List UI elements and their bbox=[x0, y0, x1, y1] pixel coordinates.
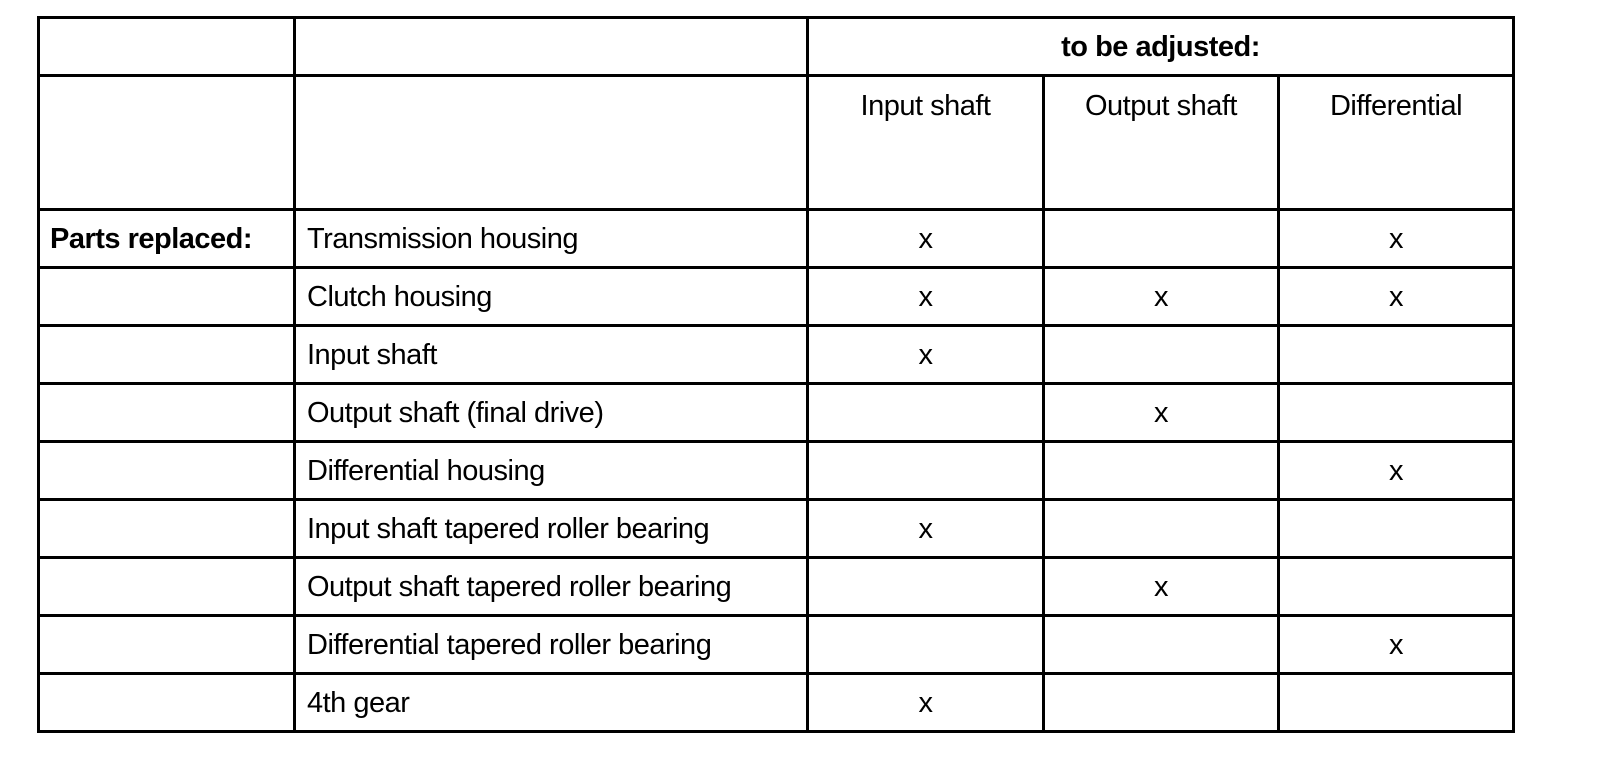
empty-label-cell bbox=[39, 268, 295, 326]
empty-corner-cell bbox=[39, 18, 295, 76]
mark-cell: x bbox=[808, 326, 1044, 384]
part-name: Differential housing bbox=[295, 442, 808, 500]
part-name: Differential tapered roller bearing bbox=[295, 616, 808, 674]
mark-cell: x bbox=[1279, 268, 1514, 326]
mark-cell: x bbox=[1044, 384, 1279, 442]
mark-cell bbox=[1279, 326, 1514, 384]
mark-cell: x bbox=[1279, 442, 1514, 500]
part-name: Clutch housing bbox=[295, 268, 808, 326]
mark-cell bbox=[808, 442, 1044, 500]
table-row bbox=[39, 384, 1514, 442]
mark-cell bbox=[1044, 210, 1279, 268]
mark-cell bbox=[808, 558, 1044, 616]
section-label: Parts replaced: bbox=[39, 210, 295, 268]
adjustment-table bbox=[37, 16, 1515, 733]
mark-cell: x bbox=[808, 268, 1044, 326]
empty-corner-cell bbox=[39, 76, 295, 210]
empty-label-cell bbox=[39, 442, 295, 500]
empty-header-cell bbox=[295, 18, 808, 76]
mark-cell bbox=[808, 616, 1044, 674]
mark-cell: x bbox=[1279, 210, 1514, 268]
table-row bbox=[39, 500, 1514, 558]
empty-label-cell bbox=[39, 558, 295, 616]
mark-cell bbox=[1044, 326, 1279, 384]
column-header-input-shaft: Input shaft bbox=[808, 76, 1044, 210]
empty-label-cell bbox=[39, 616, 295, 674]
table-row bbox=[39, 674, 1514, 732]
empty-label-cell bbox=[39, 384, 295, 442]
mark-cell bbox=[1279, 500, 1514, 558]
column-header-output-shaft: Output shaft bbox=[1044, 76, 1279, 210]
table-row bbox=[39, 442, 1514, 500]
mark-cell: x bbox=[1044, 558, 1279, 616]
table-row bbox=[39, 558, 1514, 616]
group-header-row bbox=[39, 18, 1514, 76]
mark-cell bbox=[1279, 384, 1514, 442]
mark-cell bbox=[1044, 674, 1279, 732]
table-row bbox=[39, 268, 1514, 326]
mark-cell bbox=[1044, 500, 1279, 558]
empty-header-cell bbox=[295, 76, 808, 210]
mark-cell bbox=[1279, 674, 1514, 732]
mark-cell: x bbox=[1044, 268, 1279, 326]
empty-label-cell bbox=[39, 500, 295, 558]
mark-cell bbox=[808, 384, 1044, 442]
part-name: Output shaft (final drive) bbox=[295, 384, 808, 442]
mark-cell: x bbox=[808, 500, 1044, 558]
mark-cell: x bbox=[1279, 616, 1514, 674]
part-name: Output shaft tapered roller bearing bbox=[295, 558, 808, 616]
part-name: Input shaft tapered roller bearing bbox=[295, 500, 808, 558]
column-header-differential: Differential bbox=[1279, 76, 1514, 210]
empty-label-cell bbox=[39, 674, 295, 732]
table-row bbox=[39, 326, 1514, 384]
mark-cell: x bbox=[808, 210, 1044, 268]
mark-cell bbox=[1044, 616, 1279, 674]
group-header: to be adjusted: bbox=[808, 18, 1514, 76]
part-name: Input shaft bbox=[295, 326, 808, 384]
empty-label-cell bbox=[39, 326, 295, 384]
table-row bbox=[39, 210, 1514, 268]
mark-cell bbox=[1279, 558, 1514, 616]
table-row bbox=[39, 616, 1514, 674]
mark-cell: x bbox=[808, 674, 1044, 732]
part-name: 4th gear bbox=[295, 674, 808, 732]
column-header-row bbox=[39, 76, 1514, 210]
part-name: Transmission housing bbox=[295, 210, 808, 268]
mark-cell bbox=[1044, 442, 1279, 500]
